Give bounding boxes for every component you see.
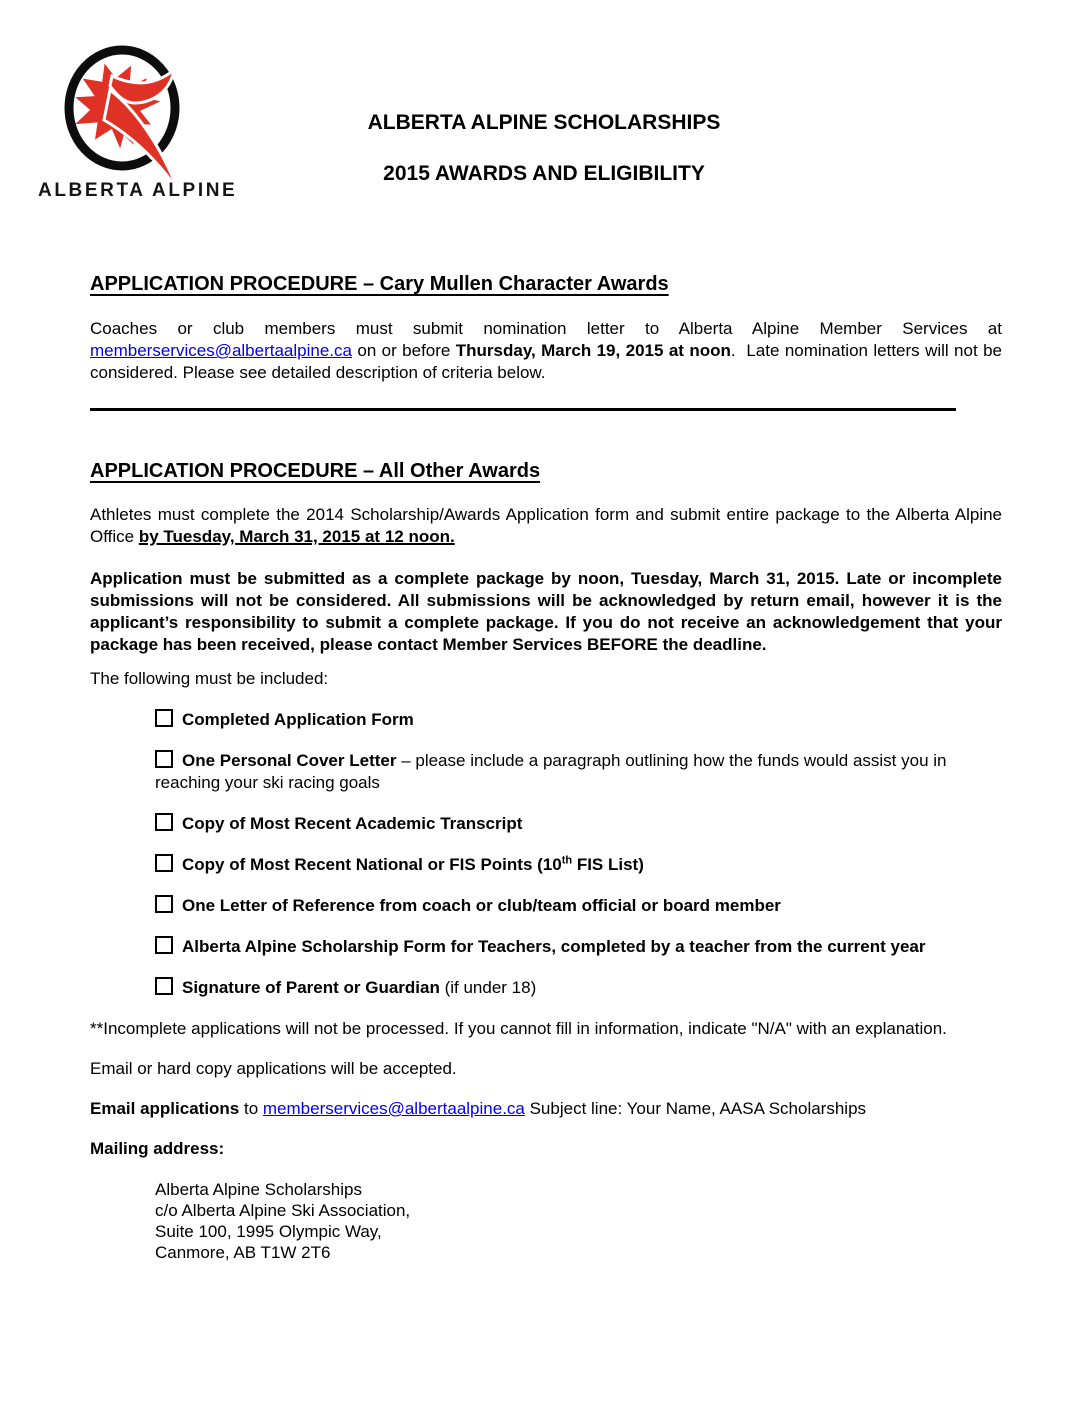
document-body — [90, 272, 1002, 1263]
section-divider — [90, 408, 956, 411]
document-subtitle: 2015 AWARDS AND ELIGIBILITY — [383, 162, 705, 185]
checklist-item-label-cont: FIS List) — [572, 855, 644, 874]
section1-text-2: on or before — [351, 341, 456, 360]
unchecked-checkbox-icon — [155, 750, 173, 768]
document-header — [0, 0, 1088, 230]
section1-text-3: . Late nomination letters will not be considered. Please see detailed description of criteria below. — [90, 341, 1002, 382]
checklist-item-reference-letter — [155, 895, 1002, 917]
unchecked-checkbox-icon — [155, 813, 173, 831]
checklist-item-desc: (if under 18) — [439, 978, 537, 997]
member-services-email-link[interactable]: memberservices@albertaalpine.ca — [262, 1099, 525, 1118]
unchecked-checkbox-icon — [155, 936, 173, 954]
acceptance-note: Email or hard copy applications will be accepted. — [90, 1059, 457, 1078]
address-line-1: Alberta Alpine Scholarships — [155, 1180, 362, 1199]
checklist-item-label: Copy of Most Recent National or FIS Points (10 — [182, 855, 562, 874]
incomplete-applications-note: **Incomplete applications will not be processed. If you cannot fill in information, indicate "N/A" with an explanation. — [90, 1019, 947, 1038]
mailing-address-block — [155, 1179, 1002, 1263]
nomination-deadline: Thursday, March 19, 2015 at noon — [455, 341, 731, 360]
section2-paragraph-2: Application must be submitted as a complete package by noon, Tuesday, March 31, 2015. Late or incomplete submissions will not be considered. All submissions will be acknowledged by return email, however it is the applicant’s responsibility to submit a complete package. If you do not receive an acknowledgement that your package has been received, please contact Member Services BEFORE the deadline. — [90, 569, 1002, 654]
section1-text-1: Coaches or club members must submit nomination letter to Alberta Alpine Member Services at — [90, 319, 1002, 338]
checklist-item-desc: – please include a paragraph outlining how the funds would assist you in reaching your ski racing goals — [155, 751, 947, 792]
logo-wordmark: ALBERTA ALPINE — [38, 180, 238, 201]
email-instructions — [90, 1098, 1002, 1120]
mailing-address-label: Mailing address: — [90, 1139, 225, 1158]
unchecked-checkbox-icon — [155, 977, 173, 995]
checklist-item-label: Alberta Alpine Scholarship Form for Teachers, completed by a teacher from the current year — [182, 937, 926, 956]
title-block — [0, 112, 1088, 185]
unchecked-checkbox-icon — [155, 895, 173, 913]
section2-heading: APPLICATION PROCEDURE – All Other Awards — [90, 460, 541, 482]
checklist-item-fis-points — [155, 854, 1002, 876]
checklist-item-transcript — [155, 813, 1002, 835]
application-deadline: by Tuesday, March 31, 2015 at 12 noon. — [138, 527, 455, 546]
address-line-3: Suite 100, 1995 Olympic Way, — [155, 1222, 382, 1241]
unchecked-checkbox-icon — [155, 709, 173, 727]
required-items-checklist — [155, 709, 1002, 999]
checklist-intro: The following must be included: — [90, 669, 329, 688]
checklist-item-label: Signature of Parent or Guardian — [182, 978, 440, 997]
section2-paragraph-1 — [90, 504, 1002, 548]
checklist-item-label: One Letter of Reference from coach or club/team official or board member — [182, 896, 781, 915]
address-line-2: c/o Alberta Alpine Ski Association, — [155, 1201, 411, 1220]
email-instructions-mid: to — [239, 1099, 263, 1118]
section1-paragraph — [90, 318, 1002, 384]
checklist-item-teacher-form — [155, 936, 1002, 958]
checklist-item-application-form — [155, 709, 1002, 731]
section1-heading: APPLICATION PROCEDURE – Cary Mullen Character Awards — [90, 273, 669, 295]
document-title: ALBERTA ALPINE SCHOLARSHIPS — [367, 111, 721, 134]
section2-text-1: Athletes must complete the 2014 Scholarship/Awards Application form and submit entire package to the Alberta Alpine Office — [90, 505, 1002, 546]
checklist-item-parent-signature — [155, 977, 1002, 999]
checklist-item-label: Copy of Most Recent Academic Transcript — [182, 814, 523, 833]
unchecked-checkbox-icon — [155, 854, 173, 872]
superscript: th — [561, 854, 573, 867]
checklist-item-cover-letter — [155, 750, 1002, 794]
email-subject-line: Subject line: Your Name, AASA Scholarships — [524, 1099, 867, 1118]
email-instructions-label: Email applications — [90, 1099, 240, 1118]
address-line-4: Canmore, AB T1W 2T6 — [155, 1243, 331, 1262]
member-services-email-link[interactable]: memberservices@albertaalpine.ca — [90, 341, 352, 360]
checklist-item-label: One Personal Cover Letter — [182, 751, 397, 770]
checklist-item-label: Completed Application Form — [182, 710, 414, 729]
